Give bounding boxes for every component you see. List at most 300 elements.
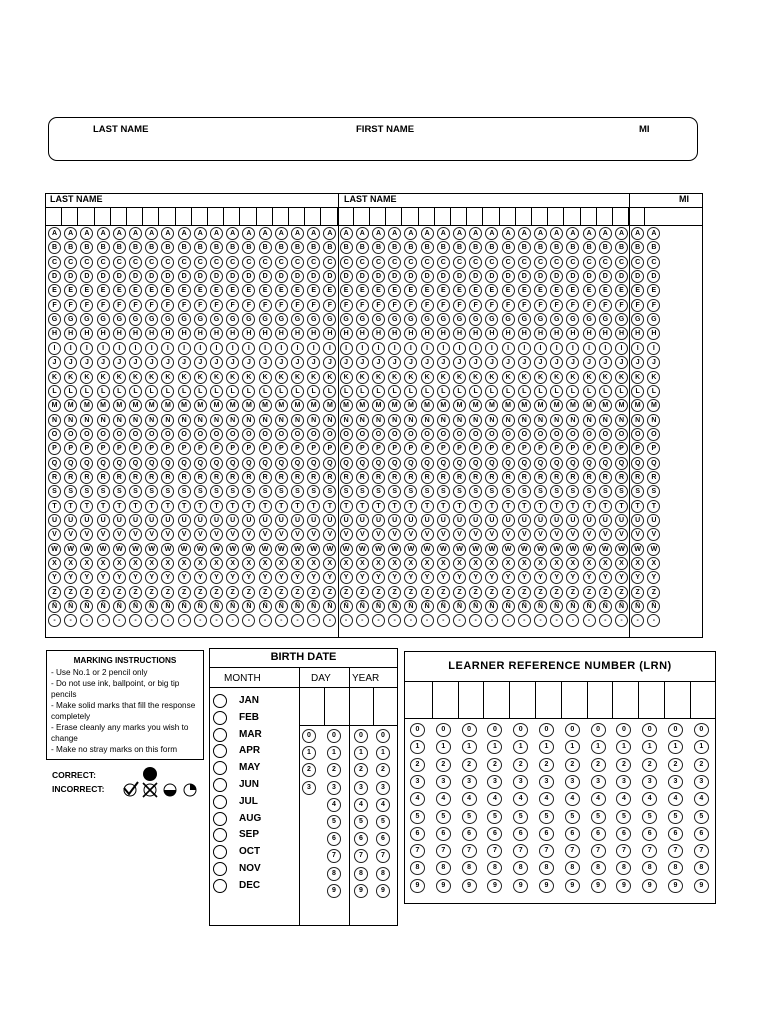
letter-bubble[interactable]: T: [615, 500, 628, 513]
letter-bubble[interactable]: V: [194, 528, 207, 541]
letter-bubble[interactable]: U: [323, 514, 336, 527]
letter-bubble[interactable]: U: [340, 514, 353, 527]
letter-bubble[interactable]: V: [275, 528, 288, 541]
letter-bubble[interactable]: O: [145, 428, 158, 441]
letter-bubble[interactable]: C: [97, 256, 110, 269]
letter-bubble[interactable]: C: [388, 256, 401, 269]
letter-bubble[interactable]: A: [469, 227, 482, 240]
letter-bubble[interactable]: H: [242, 327, 255, 340]
lrn-digit-bubble[interactable]: 5: [513, 810, 528, 824]
letter-bubble[interactable]: K: [210, 371, 223, 384]
letter-bubble[interactable]: T: [404, 500, 417, 513]
letter-bubble[interactable]: Z: [242, 586, 255, 599]
letter-bubble[interactable]: A: [259, 227, 272, 240]
letter-bubble[interactable]: A: [372, 227, 385, 240]
letter-bubble[interactable]: R: [631, 471, 644, 484]
letter-bubble[interactable]: Y: [97, 571, 110, 584]
letter-bubble[interactable]: H: [48, 327, 61, 340]
lrn-digit-bubble[interactable]: 3: [565, 775, 580, 789]
letter-bubble[interactable]: B: [226, 241, 239, 254]
letter-bubble[interactable]: W: [210, 543, 223, 556]
letter-bubble[interactable]: C: [145, 256, 158, 269]
letter-bubble[interactable]: M: [291, 399, 304, 412]
lrn-digit-bubble[interactable]: 8: [591, 861, 606, 875]
letter-bubble[interactable]: J: [64, 356, 77, 369]
letter-bubble[interactable]: X: [323, 557, 336, 570]
letter-bubble[interactable]: G: [129, 313, 142, 326]
letter-bubble[interactable]: H: [599, 327, 612, 340]
letter-bubble[interactable]: D: [388, 270, 401, 283]
letter-bubble[interactable]: X: [145, 557, 158, 570]
lrn-digit-bubble[interactable]: 7: [642, 844, 657, 858]
letter-bubble[interactable]: R: [129, 471, 142, 484]
letter-bubble[interactable]: U: [566, 514, 579, 527]
letter-bubble[interactable]: F: [323, 299, 336, 312]
letter-bubble[interactable]: E: [404, 284, 417, 297]
letter-bubble[interactable]: V: [534, 528, 547, 541]
letter-bubble[interactable]: M: [469, 399, 482, 412]
letter-bubble[interactable]: C: [372, 256, 385, 269]
letter-bubble[interactable]: Ñ: [518, 600, 531, 613]
letter-bubble[interactable]: R: [437, 471, 450, 484]
letter-bubble[interactable]: U: [502, 514, 515, 527]
letter-bubble[interactable]: S: [566, 485, 579, 498]
letter-bubble[interactable]: L: [437, 385, 450, 398]
letter-bubble[interactable]: O: [421, 428, 434, 441]
letter-bubble[interactable]: Z: [129, 586, 142, 599]
letter-bubble[interactable]: A: [48, 227, 61, 240]
letter-bubble[interactable]: D: [631, 270, 644, 283]
letter-bubble[interactable]: K: [340, 371, 353, 384]
letter-bubble[interactable]: V: [502, 528, 515, 541]
letter-bubble[interactable]: W: [291, 543, 304, 556]
lrn-digit-bubble[interactable]: 8: [513, 861, 528, 875]
lrn-digit-bubble[interactable]: 0: [642, 723, 657, 737]
letter-bubble[interactable]: F: [259, 299, 272, 312]
letter-bubble[interactable]: E: [129, 284, 142, 297]
year-ones-bubble[interactable]: 8: [376, 867, 390, 881]
letter-bubble[interactable]: Q: [129, 457, 142, 470]
letter-bubble[interactable]: D: [437, 270, 450, 283]
letter-bubble[interactable]: M: [566, 399, 579, 412]
day-ones-bubble[interactable]: 6: [327, 832, 341, 846]
letter-bubble[interactable]: M: [80, 399, 93, 412]
letter-bubble[interactable]: G: [275, 313, 288, 326]
letter-bubble[interactable]: F: [80, 299, 93, 312]
letter-bubble[interactable]: C: [583, 256, 596, 269]
letter-bubble[interactable]: B: [80, 241, 93, 254]
letter-bubble[interactable]: V: [615, 528, 628, 541]
letter-bubble[interactable]: T: [437, 500, 450, 513]
letter-bubble[interactable]: U: [615, 514, 628, 527]
letter-bubble[interactable]: -: [210, 614, 223, 627]
letter-bubble[interactable]: U: [113, 514, 126, 527]
lrn-digit-bubble[interactable]: 5: [694, 810, 709, 824]
letter-bubble[interactable]: N: [404, 414, 417, 427]
lrn-digit-bubble[interactable]: 4: [410, 792, 425, 806]
letter-bubble[interactable]: Ñ: [178, 600, 191, 613]
year-tens-bubble[interactable]: 7: [354, 849, 368, 863]
letter-bubble[interactable]: U: [631, 514, 644, 527]
lrn-digit-bubble[interactable]: 1: [513, 740, 528, 754]
letter-bubble[interactable]: O: [210, 428, 223, 441]
letter-bubble[interactable]: D: [340, 270, 353, 283]
letter-bubble[interactable]: O: [518, 428, 531, 441]
letter-bubble[interactable]: Y: [113, 571, 126, 584]
letter-bubble[interactable]: L: [599, 385, 612, 398]
lrn-digit-bubble[interactable]: 1: [410, 740, 425, 754]
lrn-digit-bubble[interactable]: 3: [436, 775, 451, 789]
letter-bubble[interactable]: H: [145, 327, 158, 340]
letter-bubble[interactable]: T: [113, 500, 126, 513]
letter-bubble[interactable]: N: [113, 414, 126, 427]
letter-bubble[interactable]: I: [534, 342, 547, 355]
letter-bubble[interactable]: J: [275, 356, 288, 369]
letter-bubble[interactable]: Q: [550, 457, 563, 470]
letter-bubble[interactable]: I: [421, 342, 434, 355]
letter-bubble[interactable]: Ñ: [113, 600, 126, 613]
letter-bubble[interactable]: J: [421, 356, 434, 369]
letter-bubble[interactable]: S: [259, 485, 272, 498]
letter-bubble[interactable]: W: [307, 543, 320, 556]
letter-bubble[interactable]: V: [129, 528, 142, 541]
letter-bubble[interactable]: M: [145, 399, 158, 412]
letter-bubble[interactable]: V: [80, 528, 93, 541]
letter-bubble[interactable]: O: [242, 428, 255, 441]
lrn-digit-bubble[interactable]: 1: [616, 740, 631, 754]
letter-bubble[interactable]: U: [356, 514, 369, 527]
letter-bubble[interactable]: B: [275, 241, 288, 254]
letter-bubble[interactable]: P: [242, 442, 255, 455]
letter-bubble[interactable]: O: [631, 428, 644, 441]
letter-bubble[interactable]: C: [453, 256, 466, 269]
letter-bubble[interactable]: T: [534, 500, 547, 513]
lrn-digit-bubble[interactable]: 9: [513, 879, 528, 893]
letter-bubble[interactable]: K: [323, 371, 336, 384]
letter-bubble[interactable]: T: [388, 500, 401, 513]
year-ones-bubble[interactable]: 4: [376, 798, 390, 812]
letter-bubble[interactable]: I: [599, 342, 612, 355]
letter-bubble[interactable]: P: [210, 442, 223, 455]
lrn-digit-bubble[interactable]: 5: [487, 810, 502, 824]
letter-bubble[interactable]: J: [518, 356, 531, 369]
letter-bubble[interactable]: T: [599, 500, 612, 513]
lrn-digit-bubble[interactable]: 8: [668, 861, 683, 875]
letter-bubble[interactable]: W: [388, 543, 401, 556]
letter-bubble[interactable]: B: [259, 241, 272, 254]
letter-bubble[interactable]: I: [615, 342, 628, 355]
letter-bubble[interactable]: D: [178, 270, 191, 283]
letter-bubble[interactable]: E: [307, 284, 320, 297]
letter-bubble[interactable]: H: [647, 327, 660, 340]
letter-bubble[interactable]: T: [372, 500, 385, 513]
letter-bubble[interactable]: K: [356, 371, 369, 384]
letter-bubble[interactable]: -: [129, 614, 142, 627]
letter-bubble[interactable]: R: [291, 471, 304, 484]
letter-bubble[interactable]: W: [145, 543, 158, 556]
letter-bubble[interactable]: I: [323, 342, 336, 355]
letter-bubble[interactable]: M: [583, 399, 596, 412]
letter-bubble[interactable]: Y: [226, 571, 239, 584]
letter-bubble[interactable]: I: [161, 342, 174, 355]
letter-bubble[interactable]: V: [323, 528, 336, 541]
letter-bubble[interactable]: X: [566, 557, 579, 570]
letter-bubble[interactable]: D: [80, 270, 93, 283]
letter-bubble[interactable]: C: [566, 256, 579, 269]
letter-bubble[interactable]: Q: [259, 457, 272, 470]
letter-bubble[interactable]: X: [340, 557, 353, 570]
letter-bubble[interactable]: Z: [161, 586, 174, 599]
letter-bubble[interactable]: B: [388, 241, 401, 254]
letter-bubble[interactable]: W: [340, 543, 353, 556]
letter-bubble[interactable]: M: [550, 399, 563, 412]
letter-bubble[interactable]: B: [242, 241, 255, 254]
letter-bubble[interactable]: E: [323, 284, 336, 297]
letter-bubble[interactable]: Q: [485, 457, 498, 470]
day-ones-bubble[interactable]: 9: [327, 884, 341, 898]
letter-bubble[interactable]: C: [550, 256, 563, 269]
letter-bubble[interactable]: U: [178, 514, 191, 527]
year-ones-bubble[interactable]: 3: [376, 781, 390, 795]
letter-bubble[interactable]: G: [226, 313, 239, 326]
letter-bubble[interactable]: Z: [534, 586, 547, 599]
letter-bubble[interactable]: N: [583, 414, 596, 427]
letter-bubble[interactable]: J: [599, 356, 612, 369]
letter-bubble[interactable]: G: [145, 313, 158, 326]
letter-bubble[interactable]: B: [307, 241, 320, 254]
letter-bubble[interactable]: Q: [178, 457, 191, 470]
lrn-digit-bubble[interactable]: 4: [462, 792, 477, 806]
letter-bubble[interactable]: X: [599, 557, 612, 570]
letter-bubble[interactable]: V: [583, 528, 596, 541]
letter-bubble[interactable]: Y: [404, 571, 417, 584]
letter-bubble[interactable]: H: [534, 327, 547, 340]
letter-bubble[interactable]: E: [194, 284, 207, 297]
letter-bubble[interactable]: -: [404, 614, 417, 627]
letter-bubble[interactable]: C: [502, 256, 515, 269]
letter-bubble[interactable]: Y: [161, 571, 174, 584]
letter-bubble[interactable]: L: [64, 385, 77, 398]
letter-bubble[interactable]: L: [372, 385, 385, 398]
letter-bubble[interactable]: X: [502, 557, 515, 570]
letter-bubble[interactable]: P: [518, 442, 531, 455]
letter-bubble[interactable]: S: [453, 485, 466, 498]
letter-bubble[interactable]: E: [340, 284, 353, 297]
letter-bubble[interactable]: K: [372, 371, 385, 384]
letter-bubble[interactable]: Z: [469, 586, 482, 599]
letter-bubble[interactable]: O: [388, 428, 401, 441]
letter-bubble[interactable]: G: [469, 313, 482, 326]
letter-bubble[interactable]: I: [566, 342, 579, 355]
letter-bubble[interactable]: G: [599, 313, 612, 326]
letter-bubble[interactable]: H: [356, 327, 369, 340]
letter-bubble[interactable]: S: [129, 485, 142, 498]
letter-bubble[interactable]: W: [583, 543, 596, 556]
lrn-digit-bubble[interactable]: 7: [694, 844, 709, 858]
letter-bubble[interactable]: D: [534, 270, 547, 283]
lrn-digit-bubble[interactable]: 3: [694, 775, 709, 789]
letter-bubble[interactable]: D: [210, 270, 223, 283]
letter-bubble[interactable]: C: [64, 256, 77, 269]
letter-bubble[interactable]: Q: [145, 457, 158, 470]
letter-bubble[interactable]: Ñ: [566, 600, 579, 613]
letter-bubble[interactable]: B: [518, 241, 531, 254]
letter-bubble[interactable]: -: [518, 614, 531, 627]
letter-bubble[interactable]: O: [453, 428, 466, 441]
letter-bubble[interactable]: S: [534, 485, 547, 498]
letter-bubble[interactable]: O: [226, 428, 239, 441]
letter-bubble[interactable]: B: [161, 241, 174, 254]
letter-bubble[interactable]: L: [566, 385, 579, 398]
letter-bubble[interactable]: Q: [161, 457, 174, 470]
letter-bubble[interactable]: V: [242, 528, 255, 541]
letter-bubble[interactable]: L: [291, 385, 304, 398]
lrn-digit-bubble[interactable]: 3: [513, 775, 528, 789]
letter-bubble[interactable]: G: [80, 313, 93, 326]
year-ones-bubble[interactable]: 0: [376, 729, 390, 743]
letter-bubble[interactable]: N: [97, 414, 110, 427]
letter-bubble[interactable]: O: [64, 428, 77, 441]
letter-bubble[interactable]: V: [647, 528, 660, 541]
letter-bubble[interactable]: G: [259, 313, 272, 326]
letter-bubble[interactable]: D: [113, 270, 126, 283]
lrn-digit-bubble[interactable]: 2: [616, 758, 631, 772]
letter-bubble[interactable]: -: [550, 614, 563, 627]
letter-bubble[interactable]: S: [178, 485, 191, 498]
letter-bubble[interactable]: X: [453, 557, 466, 570]
letter-bubble[interactable]: U: [469, 514, 482, 527]
letter-bubble[interactable]: D: [226, 270, 239, 283]
letter-bubble[interactable]: S: [647, 485, 660, 498]
letter-bubble[interactable]: Y: [437, 571, 450, 584]
letter-bubble[interactable]: P: [97, 442, 110, 455]
letter-bubble[interactable]: R: [323, 471, 336, 484]
letter-bubble[interactable]: W: [275, 543, 288, 556]
letter-bubble[interactable]: W: [404, 543, 417, 556]
letter-bubble[interactable]: E: [518, 284, 531, 297]
letter-bubble[interactable]: J: [80, 356, 93, 369]
day-tens-bubble[interactable]: 1: [302, 746, 316, 760]
letter-bubble[interactable]: S: [113, 485, 126, 498]
letter-bubble[interactable]: H: [275, 327, 288, 340]
letter-bubble[interactable]: -: [437, 614, 450, 627]
letter-bubble[interactable]: N: [518, 414, 531, 427]
letter-bubble[interactable]: W: [599, 543, 612, 556]
letter-bubble[interactable]: S: [502, 485, 515, 498]
letter-bubble[interactable]: Y: [518, 571, 531, 584]
letter-bubble[interactable]: Z: [388, 586, 401, 599]
year-tens-bubble[interactable]: 5: [354, 815, 368, 829]
letter-bubble[interactable]: A: [502, 227, 515, 240]
letter-bubble[interactable]: V: [421, 528, 434, 541]
letter-bubble[interactable]: I: [129, 342, 142, 355]
letter-bubble[interactable]: A: [485, 227, 498, 240]
letter-bubble[interactable]: U: [550, 514, 563, 527]
letter-bubble[interactable]: U: [647, 514, 660, 527]
letter-bubble[interactable]: F: [226, 299, 239, 312]
year-tens-bubble[interactable]: 3: [354, 781, 368, 795]
letter-bubble[interactable]: E: [210, 284, 223, 297]
letter-bubble[interactable]: G: [48, 313, 61, 326]
letter-bubble[interactable]: U: [421, 514, 434, 527]
letter-bubble[interactable]: Y: [356, 571, 369, 584]
letter-bubble[interactable]: N: [129, 414, 142, 427]
lrn-digit-bubble[interactable]: 5: [436, 810, 451, 824]
letter-bubble[interactable]: X: [372, 557, 385, 570]
letter-bubble[interactable]: G: [388, 313, 401, 326]
letter-bubble[interactable]: F: [242, 299, 255, 312]
letter-bubble[interactable]: X: [421, 557, 434, 570]
letter-bubble[interactable]: H: [469, 327, 482, 340]
letter-bubble[interactable]: N: [178, 414, 191, 427]
letter-bubble[interactable]: I: [178, 342, 191, 355]
letter-bubble[interactable]: S: [145, 485, 158, 498]
letter-bubble[interactable]: Ñ: [129, 600, 142, 613]
letter-bubble[interactable]: Z: [178, 586, 191, 599]
letter-bubble[interactable]: Z: [340, 586, 353, 599]
letter-bubble[interactable]: N: [340, 414, 353, 427]
letter-bubble[interactable]: D: [485, 270, 498, 283]
letter-bubble[interactable]: D: [453, 270, 466, 283]
letter-bubble[interactable]: Q: [340, 457, 353, 470]
letter-bubble[interactable]: E: [372, 284, 385, 297]
letter-bubble[interactable]: Z: [259, 586, 272, 599]
letter-bubble[interactable]: Z: [291, 586, 304, 599]
letter-bubble[interactable]: Y: [80, 571, 93, 584]
letter-bubble[interactable]: L: [340, 385, 353, 398]
lrn-digit-bubble[interactable]: 2: [565, 758, 580, 772]
letter-bubble[interactable]: P: [80, 442, 93, 455]
letter-bubble[interactable]: F: [178, 299, 191, 312]
letter-bubble[interactable]: G: [631, 313, 644, 326]
letter-bubble[interactable]: F: [194, 299, 207, 312]
letter-bubble[interactable]: A: [242, 227, 255, 240]
lrn-digit-bubble[interactable]: 9: [487, 879, 502, 893]
letter-bubble[interactable]: A: [340, 227, 353, 240]
letter-bubble[interactable]: G: [615, 313, 628, 326]
letter-bubble[interactable]: -: [469, 614, 482, 627]
letter-bubble[interactable]: F: [485, 299, 498, 312]
letter-bubble[interactable]: X: [583, 557, 596, 570]
letter-bubble[interactable]: B: [502, 241, 515, 254]
lrn-digit-bubble[interactable]: 4: [668, 792, 683, 806]
letter-bubble[interactable]: I: [647, 342, 660, 355]
letter-bubble[interactable]: G: [583, 313, 596, 326]
lrn-digit-bubble[interactable]: 4: [513, 792, 528, 806]
letter-bubble[interactable]: F: [307, 299, 320, 312]
letter-bubble[interactable]: I: [259, 342, 272, 355]
letter-bubble[interactable]: Z: [307, 586, 320, 599]
letter-bubble[interactable]: X: [161, 557, 174, 570]
letter-bubble[interactable]: O: [356, 428, 369, 441]
letter-bubble[interactable]: J: [242, 356, 255, 369]
letter-bubble[interactable]: Ñ: [388, 600, 401, 613]
letter-bubble[interactable]: I: [453, 342, 466, 355]
letter-bubble[interactable]: O: [178, 428, 191, 441]
letter-bubble[interactable]: F: [583, 299, 596, 312]
letter-bubble[interactable]: Y: [615, 571, 628, 584]
letter-bubble[interactable]: F: [145, 299, 158, 312]
letter-bubble[interactable]: D: [599, 270, 612, 283]
letter-bubble[interactable]: G: [161, 313, 174, 326]
letter-bubble[interactable]: X: [97, 557, 110, 570]
letter-bubble[interactable]: X: [307, 557, 320, 570]
letter-bubble[interactable]: R: [372, 471, 385, 484]
letter-bubble[interactable]: D: [145, 270, 158, 283]
letter-bubble[interactable]: Q: [583, 457, 596, 470]
letter-bubble[interactable]: U: [453, 514, 466, 527]
letter-bubble[interactable]: G: [453, 313, 466, 326]
